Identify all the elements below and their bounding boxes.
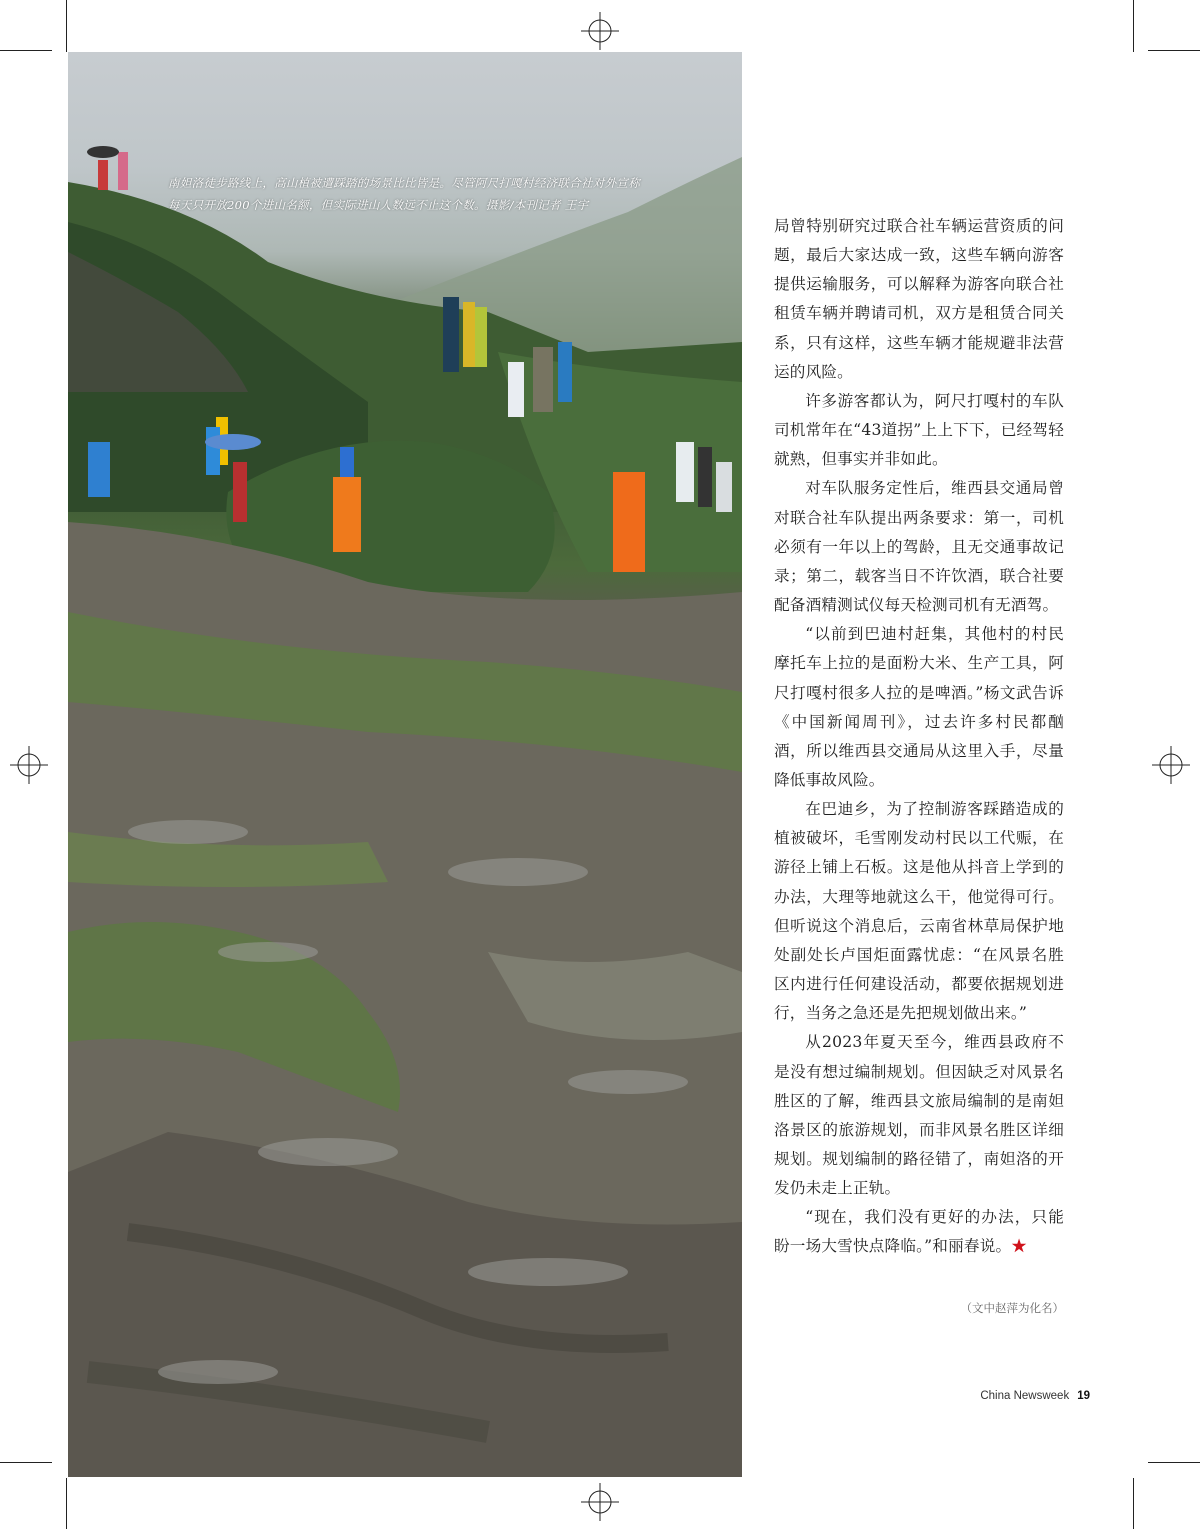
article-paragraph: 从2023年夏天至今，维西县政府不是没有想过编制规划。但因缺乏对风景名胜区的了解，维西县文旅局编制的是南妲洛景区的旅游规划，而非风景名胜区详细规划。规划编制的路径错了，南妲洛的开发仍未走上正轨。 [774,1033,1064,1198]
crop-mark [66,0,67,52]
article-paragraph: 在巴迪乡，为了控制游客踩踏造成的植被破坏，毛雪刚发动村民以工代赈，在游径上铺上石板。这是他从抖音上学到的办法，大理等地就这么干，他觉得可行。但听说这个消息后，云南省林草局保护地处副处长卢国炬面露忧虑：“在风景名胜区内进行任何建设活动，都要依据规划进行，当务之急还是先把规划做出来。” [774,800,1064,1023]
photo-illustration [68,52,742,1477]
crop-mark [0,1462,52,1463]
page-footer [940,1390,1090,1402]
mountain-hikers-photo [68,52,742,1477]
article-paragraph: 对车队服务定性后，维西县交通局曾对联合社车队提出两条要求：第一，司机必须有一年以上的驾龄，且无交通事故记录；第二，载客当日不许饮酒，联合社要配备酒精测试仪每天检测司机有无酒驾。 [774,479,1064,615]
crop-mark [0,50,52,51]
registration-mark-icon [581,1483,619,1521]
photo-caption: 南妲洛徒步路线上，高山植被遭踩踏的场景比比皆是。尽管阿尺打嘎村经济联合社对外宣称每天只开放200个进山名额，但实际进山人数远不止这个数。摄影/本刊记者 王宇 [168,176,640,212]
crop-mark [1133,1478,1134,1529]
crop-mark [66,1478,67,1529]
page-number: 19 [1077,1390,1090,1402]
crop-mark [1148,50,1200,51]
registration-mark-icon [10,746,48,784]
article-paragraph-last [774,1203,1064,1261]
registration-mark-icon [1152,746,1190,784]
end-star-icon: ★ [1011,1237,1028,1256]
magazine-name: China Newsweek [980,1390,1070,1402]
pseudonym-note: （文中赵萍为化名） [960,1301,1064,1315]
article-paragraph: 局曾特别研究过联合社车辆运营资质的问题，最后大家达成一致，这些车辆向游客提供运输服务，可以解释为游客向联合社租赁车辆并聘请司机，双方是租赁合同关系，只有这样，这些车辆才能规避非法营运的风险。 [774,217,1064,381]
crop-mark [1148,1462,1200,1463]
article-paragraph-text: “现在，我们没有更好的办法，只能盼一场大雪快点降临。”和丽春说。 [774,1208,1064,1256]
crop-mark [1133,0,1134,52]
article-paragraph: 许多游客都认为，阿尺打嘎村的车队司机常年在“43道拐”上上下下，已经驾轻就熟，但事实并非如此。 [774,391,1064,469]
registration-mark-icon [581,12,619,50]
article-body [774,212,1064,1262]
article-paragraph: “以前到巴迪村赶集，其他村的村民摩托车上拉的是面粉大米、生产工具，阿尺打嘎村很多人拉的是啤酒。”杨文武告诉《中国新闻周刊》，过去许多村民都酗酒，所以维西县交通局从这里入手，尽量降低事故风险。 [774,625,1064,789]
